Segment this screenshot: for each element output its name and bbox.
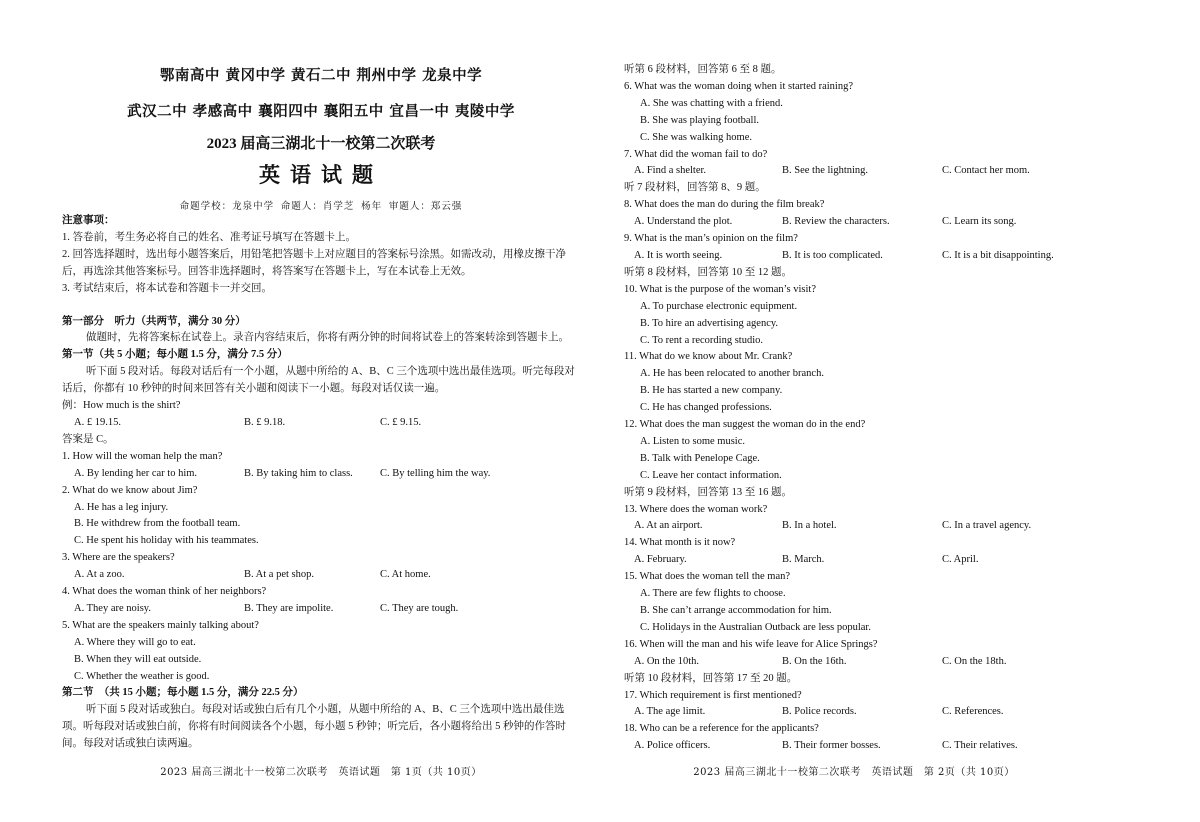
section1-title: 第一节（共 5 小题；每小题 1.5 分，满分 7.5 分） (62, 349, 288, 361)
question-stem: 10. What is the purpose of the woman’s visit? (624, 283, 816, 295)
question-stem: 8. What does the man do during the film break? (624, 199, 825, 211)
option: C. He spent his holiday with his teammates. (74, 535, 259, 547)
option: C. Leave her contact information. (640, 469, 782, 481)
question-stem: 7. What did the woman fail to do? (624, 148, 768, 160)
option: B. Police records. (782, 706, 857, 718)
note-item: 2. 回答选择题时，选出每小题答案后，用铅笔把答题卡上对应题目的答案标号涂黑。如需改动，用橡皮擦干净后，再选涂其他答案标号。回答非选择题时，将答案写在答题卡上，写在本试卷上无效。 (62, 248, 566, 277)
question-stem: 6. What was the woman doing when it started raining? (624, 80, 854, 92)
option: C. In a travel agency. (942, 520, 1032, 532)
right-content (624, 62, 1084, 755)
option: B. He has started a new company. (640, 385, 783, 397)
makers-line: 命题学校：龙泉中学 命题人：肖学芝 杨年 审题人：郑云强 (179, 201, 463, 212)
option: A. They are noisy. (74, 602, 151, 614)
options-row (624, 518, 1084, 535)
option: A. The age limit. (634, 706, 706, 718)
page-footer: 2023 届高三湖北十一校第二次联考 英语试题 第 1页（共 10页） (160, 767, 482, 778)
option: C. Holidays in the Australian Outback are less popular. (640, 621, 871, 633)
option: C. Their relatives. (942, 740, 1018, 752)
options-row (624, 654, 1084, 671)
question-stem: 14. What month is it now? (624, 537, 736, 549)
material-instruction: 听第 10 段材料，回答第 17 至 20 题。 (624, 672, 798, 684)
option: B. He withdrew from the football team. (74, 518, 241, 530)
example-answer: 答案是 C。 (62, 433, 114, 445)
option: B. They are impolite. (244, 602, 334, 614)
question-stem: 13. Where does the woman work? (624, 503, 768, 515)
option: C. Learn its song. (942, 216, 1017, 228)
option: A. On the 10th. (634, 655, 700, 667)
option: A. There are few flights to choose. (640, 588, 786, 600)
material-instruction: 听 7 段材料，回答第 8、9 题。 (624, 182, 766, 194)
option: C. By telling him the way. (380, 467, 491, 479)
question-stem: 9. What is the man’s opinion on the film? (624, 233, 798, 245)
option: A. At an airport. (634, 520, 703, 532)
option: C. £ 9.15. (380, 416, 422, 428)
option: B. £ 9.18. (244, 416, 286, 428)
options-row (62, 567, 580, 584)
option: B. On the 16th. (782, 655, 847, 667)
option: B. When they will eat outside. (74, 653, 202, 665)
question-stem: 2. What do we know about Jim? (62, 484, 198, 496)
option: C. She was walking home. (640, 131, 752, 143)
options-row (624, 552, 1084, 569)
example-options (62, 415, 580, 432)
option: C. On the 18th. (942, 655, 1007, 667)
options-row (624, 214, 1084, 231)
option: B. See the lightning. (782, 165, 869, 177)
note-item: 1. 答卷前，考生务必将自己的姓名、准考证号填写在答题卡上。 (62, 231, 356, 243)
section2-title: 第二节 （共 15 小题；每小题 1.5 分，满分 22.5 分） (62, 687, 304, 699)
material-instruction: 听第 9 段材料，回答第 13 至 16 题。 (624, 486, 792, 498)
option: B. In a hotel. (782, 520, 837, 532)
option: B. By taking him to class. (244, 467, 353, 479)
schools-line-2: 武汉二中 孝感高中 襄阳四中 襄阳五中 宜昌一中 夷陵中学 (127, 104, 515, 120)
option: A. Understand the plot. (634, 216, 733, 228)
section2-intro: 听下面 5 段对话或独白。每段对话或独白后有几个小题，从题中所给的 A、B、C 三个选项中选出最佳选项。听每段对话或独白前，你将有时间阅读各个小题，每小题 5 秒钟；听完后，各小题将给出 5 秒钟的作答时间。每段对话或独白读两遍。 (62, 704, 566, 750)
page-footer: 2023 届高三湖北十一校第二次联考 英语试题 第 2页（共 10页） (693, 767, 1015, 778)
question-stem: 15. What does the woman tell the man? (624, 571, 791, 583)
options-row (624, 248, 1084, 265)
material-instruction: 听第 6 段材料，回答第 6 至 8 题。 (624, 64, 782, 75)
option: C. They are tough. (380, 602, 459, 614)
option: A. He has a leg injury. (74, 501, 169, 513)
option: C. It is a bit disappointing. (942, 249, 1054, 261)
options-row (624, 163, 1084, 180)
option: C. References. (942, 706, 1004, 718)
options-row (624, 704, 1084, 721)
question-stem: 1. How will the woman help the man? (62, 450, 223, 462)
question-stem: 18. Who can be a reference for the applicants? (624, 723, 819, 735)
option: A. Where they will go to eat. (74, 636, 196, 648)
option: C. At home. (380, 569, 431, 581)
option: A. He has been relocated to another branch. (640, 368, 824, 380)
part1-title: 第一部分 听力（共两节，满分 30 分） (62, 315, 246, 327)
option: A. Find a shelter. (634, 165, 707, 177)
question-stem: 11. What do we know about Mr. Crank? (624, 351, 793, 363)
option: B. To hire an advertising agency. (640, 317, 779, 329)
option: B. March. (782, 554, 825, 566)
option: A. She was chatting with a friend. (640, 97, 783, 109)
question-stem: 3. Where are the speakers? (62, 552, 175, 564)
question-stem: 12. What does the man suggest the woman do in the end? (624, 419, 866, 431)
part1-intro: 做题时，先将答案标在试卷上。录音内容结束后，你将有两分钟的时间将试卷上的答案转涂到答题卡上。 (86, 332, 569, 344)
option: B. She was playing football. (640, 114, 759, 126)
option: A. February. (634, 554, 687, 566)
example-question: 例：How much is the shirt? (62, 400, 181, 412)
question-stem: 4. What does the woman think of her neighbors? (62, 586, 267, 598)
option: C. To rent a recording studio. (640, 334, 764, 346)
notes-title: 注意事项： (62, 215, 115, 226)
options-row (624, 738, 1084, 755)
left-content (62, 213, 580, 753)
option: B. It is too complicated. (782, 249, 883, 261)
option: B. Talk with Penelope Cage. (640, 452, 760, 464)
material-instruction: 听第 8 段材料，回答第 10 至 12 题。 (624, 266, 792, 278)
option: C. April. (942, 554, 979, 566)
left-questions (62, 449, 580, 686)
option: C. Contact her mom. (942, 165, 1030, 177)
schools-line-1: 鄂南高中 黄冈中学 黄石二中 荆州中学 龙泉中学 (159, 68, 483, 84)
exam-title: 2023 届高三湖北十一校第二次联考 (206, 136, 436, 152)
option: A. To purchase electronic equipment. (640, 300, 798, 312)
note-item: 3. 考试结束后，将本试卷和答题卡一并交回。 (62, 282, 272, 294)
option: A. At a zoo. (74, 569, 125, 581)
section1-intro: 听下面 5 段对话。每段对话后有一个小题，从题中所给的 A、B、C 三个选项中选出最佳选项。听完每段对话后，你都有 10 秒钟的时间来回答有关小题和阅读下一小题。每段对话仅读一遍。 (62, 366, 575, 395)
option: A. It is worth seeing. (634, 249, 723, 261)
option: B. She can’t arrange accommodation for him. (640, 605, 832, 616)
question-stem: 5. What are the speakers mainly talking about? (62, 619, 259, 631)
option: A. Listen to some music. (640, 435, 745, 447)
option: B. Their former bosses. (782, 740, 881, 752)
option: A. Police officers. (634, 740, 711, 752)
option: B. Review the characters. (782, 216, 890, 228)
option: A. By lending her car to him. (74, 467, 198, 479)
option: A. £ 19.15. (74, 416, 121, 428)
option: C. Whether the weather is good. (74, 670, 210, 682)
options-row (62, 601, 580, 618)
question-stem: 17. Which requirement is first mentioned? (624, 689, 802, 701)
option: C. He has changed professions. (640, 402, 772, 414)
subject-title: 英语试题 (259, 163, 383, 187)
options-row (62, 466, 580, 483)
option: B. At a pet shop. (244, 569, 314, 581)
question-stem: 16. When will the man and his wife leave for Alice Springs? (624, 638, 878, 650)
